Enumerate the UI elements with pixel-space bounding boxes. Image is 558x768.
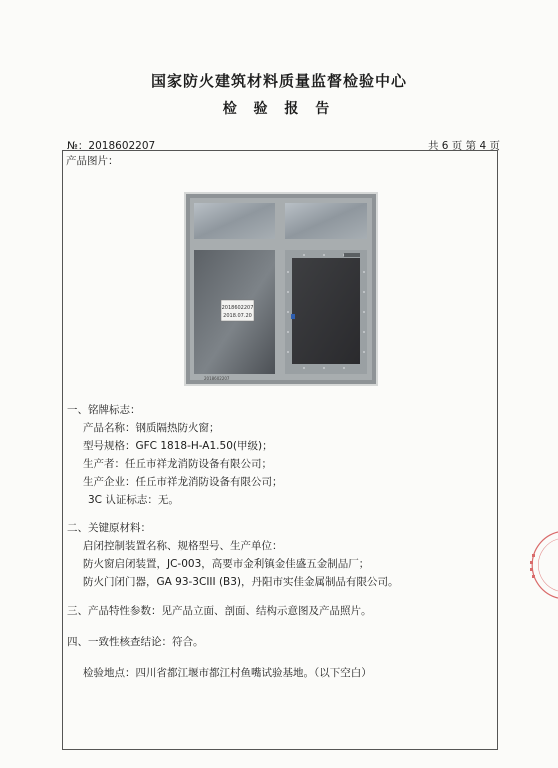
org-title: 国家防火建筑材料质量监督检验中心	[150, 72, 407, 90]
seal-stamp-fragment	[520, 530, 558, 600]
nameplate-heading: 一、铭牌标志：	[67, 404, 141, 416]
page-info: 共 6 页 第 4 页	[427, 140, 500, 152]
material-item-1: 防火窗启闭装置，JC-003，高要市金利镇金佳盛五金制品厂；	[83, 558, 370, 570]
sticker-number: 2018602207	[221, 305, 254, 311]
report-title: 检 验 报 告	[222, 101, 336, 117]
conformity-section: 四、一致性核查结论：符合。	[67, 636, 204, 648]
photo-label: 产品图片：	[66, 155, 119, 167]
product-name: 产品名称：钢质隔热防火窗；	[83, 422, 220, 434]
manufacturer: 生产企业：任丘市祥龙消防设备有限公司；	[83, 476, 283, 488]
materials-heading: 二、关键原材料：	[67, 522, 151, 534]
sample-sticker	[221, 300, 254, 321]
document-number: №：2018602207	[67, 140, 156, 152]
characteristics-section: 三、产品特性参数：见产品立面、剖面、结构示意图及产品照片。	[67, 605, 372, 617]
product-photo	[184, 192, 378, 386]
materials-intro: 启闭控制装置名称、规格型号、生产单位：	[83, 540, 283, 552]
producer: 生产者：任丘市祥龙消防设备有限公司；	[83, 458, 272, 470]
ccc-mark: 3C 认证标志：无。	[88, 494, 179, 506]
model-spec: 型号规格：GFC 1818-H-A1.50(甲级)；	[83, 440, 273, 452]
test-location: 检验地点：四川省都江堰市都江村鱼嘴试验基地。（以下空白）	[83, 667, 372, 679]
frame-mark: 2018602207	[204, 376, 230, 381]
material-item-2: 防火门闭门器，GA 93-3CIII (B3)，丹阳市实佳金属制品有限公司。	[83, 576, 399, 588]
sticker-date: 2018.07.20	[223, 313, 252, 319]
